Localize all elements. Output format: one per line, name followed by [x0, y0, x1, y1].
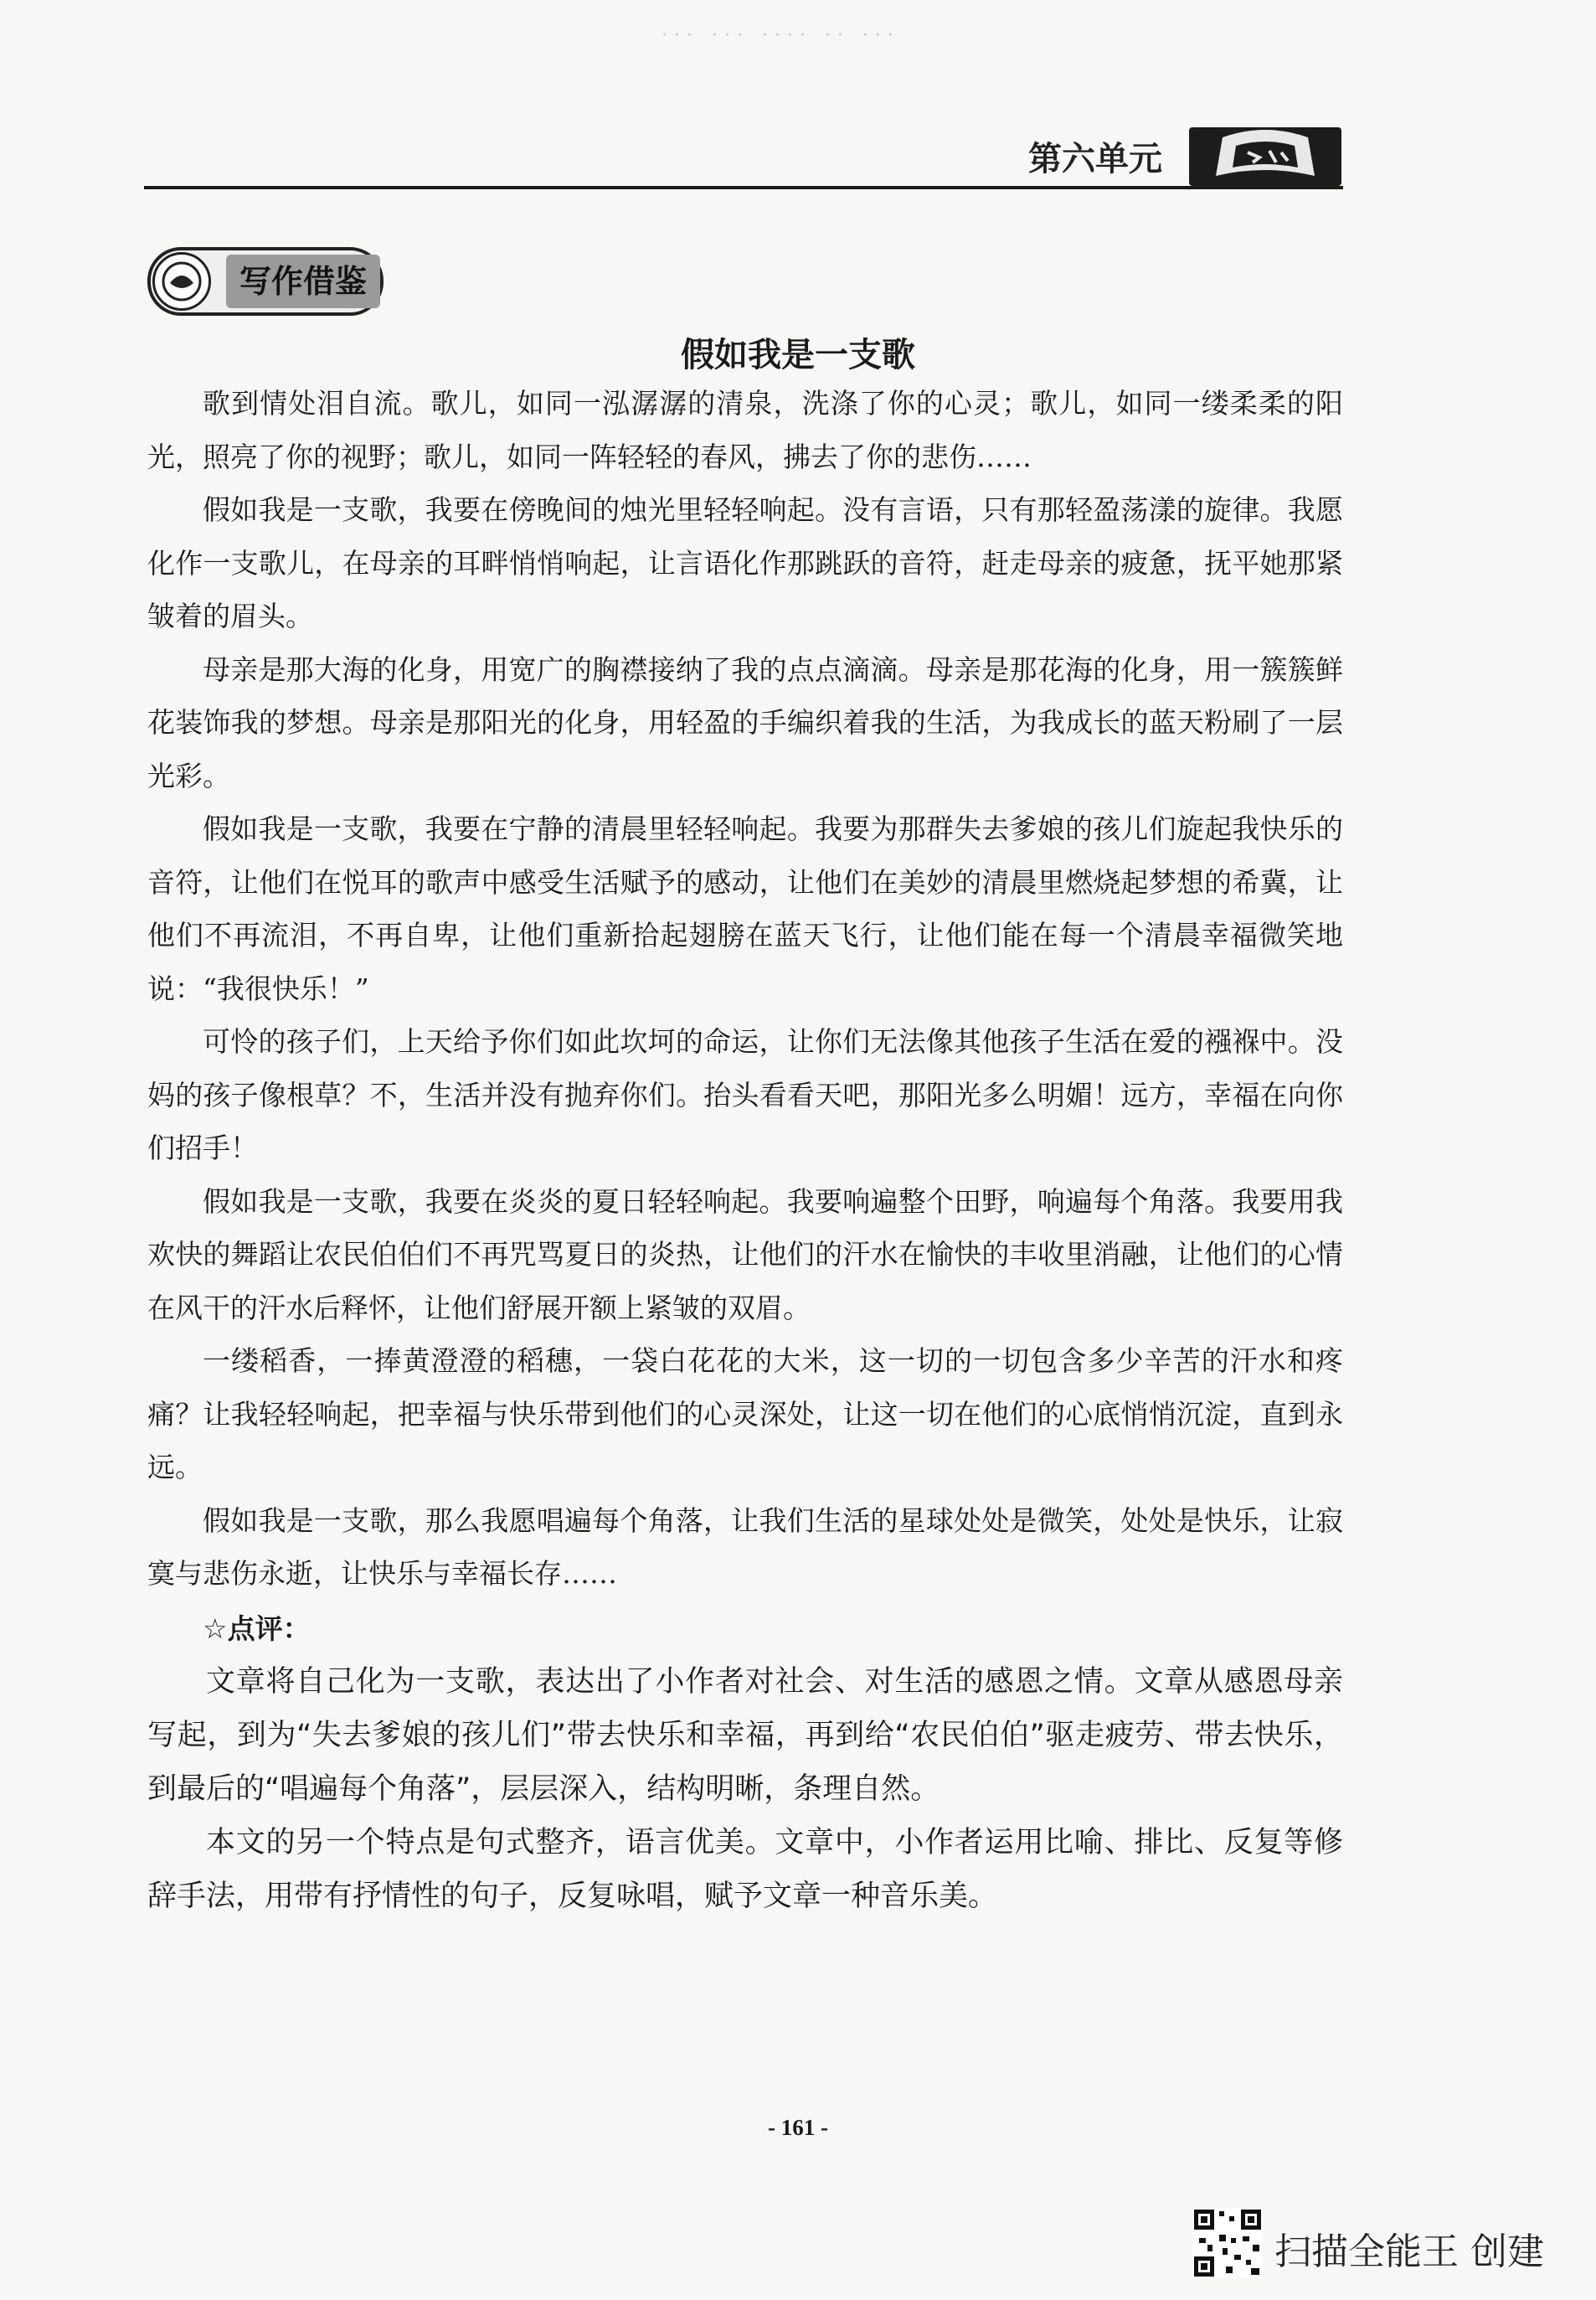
section-badge [147, 247, 384, 316]
review-heading: ☆点评： [203, 1612, 311, 1645]
article-paragraph: 假如我是一支歌，我要在傍晚间的烛光里轻轻响起。没有言语，只有那轻盈荡漾的旋律。我愿化作一支歌儿，在母亲的耳畔悄悄响起，让言语化作那跳跃的音符，赶走母亲的疲惫，抚平她那紧皱着的眉头。 [147, 493, 1343, 632]
unit-title: 第六单元 [1028, 140, 1162, 178]
article-paragraph: 假如我是一支歌，那么我愿唱遍每个角落，让我们生活的星球处处是微笑，处处是快乐，让寂寞与悲伤永逝，让快乐与幸福长存…… [147, 1503, 1343, 1590]
article-paragraph: 假如我是一支歌，我要在宁静的清晨里轻轻响起。我要为那群失去爹娘的孩儿们旋起我快乐的音符，让他们在悦耳的歌声中感受生活赋予的感动，让他们在美妙的清晨里燃烧起梦想的希冀，让他们不再流泪，不再自卑，让他们重新拾起翅膀在蓝天飞行，让他们能在每一个清晨幸福微笑地说：“我很快乐！” [147, 812, 1343, 1005]
faint-header-text: ··· ··· ···· ·· ··· [662, 25, 900, 46]
review-body [147, 1655, 1343, 1923]
article-paragraph: 可怜的孩子们，上天给予你们如此坎坷的命运，让你们无法像其他孩子生活在爱的襁褓中。没妈的孩子像根草？不，生活并没有抛弃你们。抬头看看天吧，那阳光多么明媚！远方，幸福在向你们招手！ [147, 1025, 1343, 1164]
review-paragraph: 本文的另一个特点是句式整齐，语言优美。文章中，小作者运用比喻、排比、反复等修辞手法，用带有抒情性的句子，反复咏唱，赋予文章一种音乐美。 [147, 1826, 1343, 1913]
article-paragraph: 一缕稻香，一捧黄澄澄的稻穗，一袋白花花的大米，这一切的一切包含多少辛苦的汗水和疼痛？让我轻轻响起，把幸福与快乐带到他们的心灵深处，让这一切在他们的心底悄悄沉淀，直到永远。 [147, 1344, 1343, 1483]
page-number: - 161 - [768, 2115, 828, 2140]
article-paragraph: 假如我是一支歌，我要在炎炎的夏日轻轻响起。我要响遍整个田野，响遍每个角落。我要用我欢快的舞蹈让农民伯伯们不再咒骂夏日的炎热，让他们的汗水在愉快的丰收里消融，让他们的心情在风干的汗水后释怀，让他们舒展开额上紧皱的双眉。 [147, 1184, 1343, 1324]
header-divider [144, 186, 1343, 189]
article-title: 假如我是一支歌 [681, 336, 915, 374]
scanner-watermark: 扫描全能王 创建 [1274, 2230, 1544, 2273]
review-paragraph: 文章将自己化为一支歌，表达出了小作者对社会、对生活的感恩之情。文章从感恩母亲写起，到为“失去爹娘的孩儿们”带去快乐和幸福，再到给“农民伯伯”驱走疲劳、带去快乐，到最后的“唱遍每个角落”，层层深入，结构明晰，条理自然。 [147, 1665, 1343, 1806]
article-paragraph: 母亲是那大海的化身，用宽广的胸襟接纳了我的点点滴滴。母亲是那花海的化身，用一簇簇鲜花装饰我的梦想。母亲是那阳光的化身，用轻盈的手编织着我的生活，为我成长的蓝天粉刷了一层光彩。 [147, 652, 1343, 792]
brand-logo-icon [1189, 127, 1341, 186]
section-emblem-icon [152, 252, 211, 311]
section-label: 写作借鉴 [226, 255, 380, 308]
article-paragraph: 歌到情处泪自流。歌儿，如同一泓潺潺的清泉，洗涤了你的心灵；歌儿，如同一缕柔柔的阳光，照亮了你的视野；歌儿，如同一阵轻轻的春风，拂去了你的悲伤…… [147, 387, 1343, 473]
article-body [147, 377, 1343, 1923]
qr-code-icon [1192, 2208, 1263, 2278]
